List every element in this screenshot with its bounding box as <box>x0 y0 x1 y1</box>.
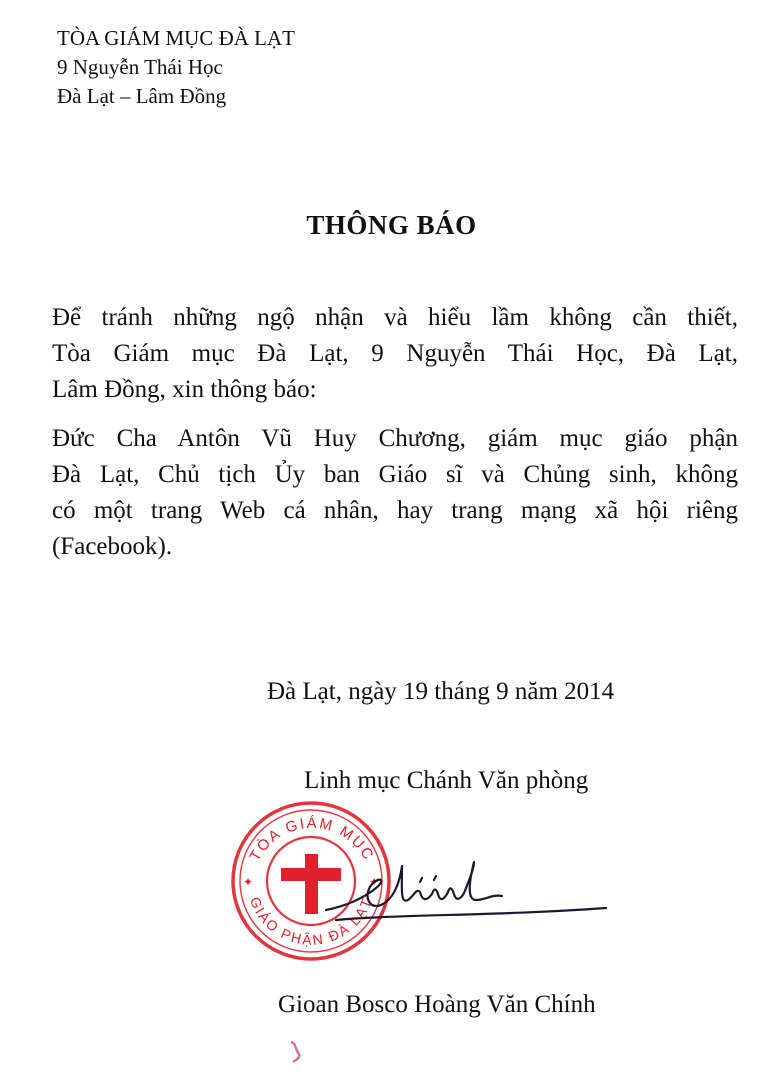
letterhead <box>57 24 295 111</box>
paragraph-2-line: có một trang Web cá nhân, hay trang mạng xã hội riêng <box>52 497 738 524</box>
paragraph-2 <box>52 421 738 565</box>
seal-bottom-text: GIÁO PHẬN ĐÀ LẠT <box>246 894 376 948</box>
paragraph-1-line: Tòa Giám mục Đà Lạt, 9 Nguyễn Thái Học, Đà Lạt, <box>52 340 738 367</box>
letterhead-street: 9 Nguyễn Thái Học <box>57 55 223 79</box>
signer-role: Linh mục Chánh Văn phòng <box>304 767 589 794</box>
paragraph-2-line: Đà Lạt, Chủ tịch Ủy ban Giáo sĩ và Chủng sinh, không <box>52 461 738 488</box>
paragraph-1-line: Lâm Đồng, xin thông báo: <box>52 376 317 403</box>
document-title: THÔNG BÁO <box>306 210 477 240</box>
ink-smudge-mark <box>287 1040 305 1064</box>
paragraph-1-line: Để tránh những ngộ nhận và hiểu lầm không cần thiết, <box>52 304 738 331</box>
letterhead-org: TÒA GIÁM MỤC ĐÀ LẠT <box>57 26 295 50</box>
paragraph-2-line: Đức Cha Antôn Vũ Huy Chương, giám mục giáo phận <box>52 425 738 452</box>
handwritten-signature <box>316 848 616 948</box>
paragraph-1 <box>52 300 738 408</box>
seal-star-icon: ✦ <box>243 875 254 889</box>
signer-name: Gioan Bosco Hoàng Văn Chính <box>278 991 596 1018</box>
letterhead-city: Đà Lạt – Lâm Đồng <box>57 84 227 108</box>
seal-top-text: TÒA GIÁM MỤC <box>246 814 378 865</box>
seal-star-icon: ✦ <box>369 875 380 889</box>
paragraph-2-line: (Facebook). <box>52 533 173 560</box>
place-date: Đà Lạt, ngày 19 tháng 9 năm 2014 <box>267 678 615 705</box>
